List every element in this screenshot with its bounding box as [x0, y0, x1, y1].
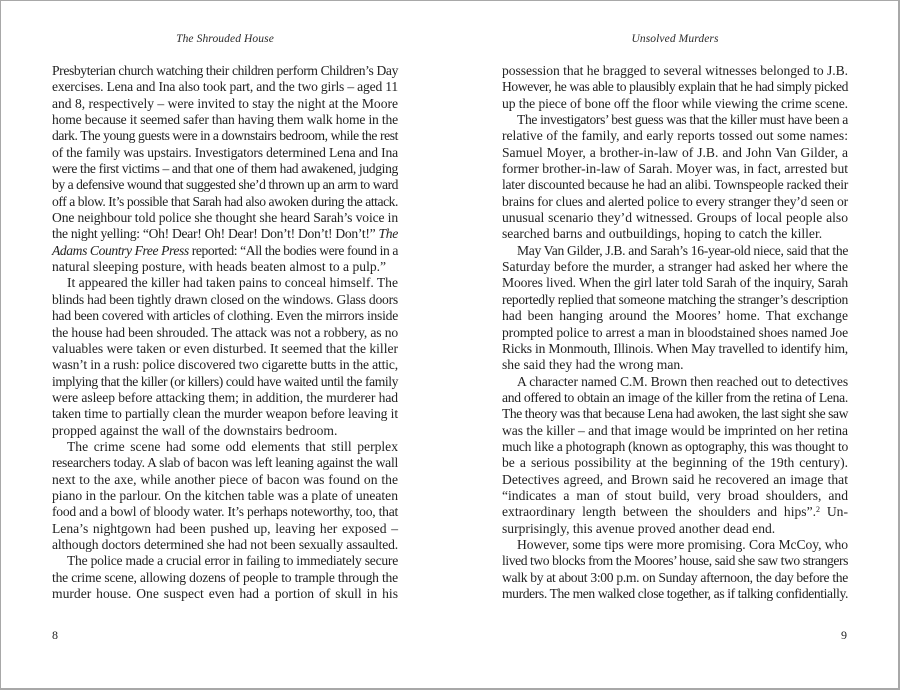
- text-line: [52, 472, 398, 488]
- text-line: [502, 292, 848, 308]
- line-text: piano in the parlour. On the kitchen table was a plate of uneaten: [52, 487, 398, 503]
- text-line: [52, 275, 398, 291]
- line-text: The investigators’ best guess was that the killer must have been a: [517, 112, 848, 128]
- line-text: brains for clues and alerted police to every stranger they’d seen or: [502, 193, 848, 209]
- body-text: [52, 63, 398, 602]
- text-line: [502, 406, 848, 422]
- line-text: May Van Gilder, J.B. and Sarah’s 16-year-old niece, said that the: [517, 242, 849, 258]
- text-line: [52, 194, 398, 210]
- text-line: [52, 96, 398, 112]
- line-text: unusual scenario they’d witnessed. Groups of local people also: [502, 210, 848, 226]
- line-text: propped against the wall of the downstairs bedroom.: [52, 422, 338, 438]
- line-text: The theory was that because Lena had awoken, the last sight she saw: [502, 406, 848, 422]
- footnote-marker[interactable]: 2: [816, 505, 820, 515]
- text-line: [502, 357, 848, 373]
- text-line: [52, 374, 398, 390]
- line-text: later discounted because he had an alibi. Townspeople racked their: [502, 177, 848, 193]
- text-line: [502, 79, 848, 95]
- line-text: Ricks in Monmouth, Illinois. When May travelled to identify him,: [502, 340, 848, 356]
- text-line: [52, 145, 398, 161]
- line-text: and 8, respectively – were invited to stay the night at the Moore: [52, 95, 399, 111]
- line-text: Saturday before the murder, a stranger had asked her where the: [502, 259, 848, 275]
- line-text: Presbyterian church watching their children perform Children’s Day: [52, 63, 398, 78]
- text-line: [502, 586, 848, 602]
- text-line: [52, 406, 398, 422]
- right-page: [450, 0, 900, 690]
- text-line: [502, 243, 848, 259]
- text-line: [502, 308, 848, 324]
- line-text: exercises. Lena and Ina also took part, and the two girls – aged 11: [52, 79, 399, 95]
- line-text: off a blow. It’s possible that Sarah had also awoken during the attack.: [52, 193, 398, 209]
- line-text: dark. The young guests were in a downstairs bedroom, while the rest: [52, 128, 398, 144]
- text-line: [52, 128, 398, 144]
- line-text: A character named C.M. Brown then reached out to detectives: [517, 373, 848, 389]
- text-line: [52, 308, 398, 324]
- line-text: much like a photograph (known as optography, this was thought to: [502, 438, 848, 454]
- line-text: Detectives agreed, and Brown said he recovered an image that: [502, 471, 848, 487]
- line-text: surprisingly, this avenue proved another dead end.: [502, 520, 776, 536]
- text-line: [52, 570, 398, 586]
- text-line: [52, 177, 398, 193]
- line-text: she said they had the wrong man.: [502, 357, 684, 373]
- line-text: Un-: [820, 504, 848, 520]
- line-text: implying that the killer (or killers) could have waited until the family: [52, 373, 399, 389]
- line-text: natural sleeping posture, with heads beaten almost to a pulp.”: [52, 259, 387, 275]
- text-line: [502, 128, 848, 144]
- line-text: reportedly replied that someone matching the stranger’s description: [502, 291, 849, 307]
- text-line: [502, 177, 848, 193]
- line-text: extraordinary length between the shoulders and hips”.: [502, 504, 816, 520]
- line-text: It appeared the killer had taken pains to conceal himself. The: [67, 275, 398, 291]
- line-text: next to the axe, while another piece of bacon was found on the: [52, 471, 398, 487]
- text-line: [502, 570, 848, 586]
- body-text: [502, 63, 848, 602]
- line-text: However, he was able to plausibly explain that he had simply picked: [502, 79, 848, 95]
- line-text: up the piece of bone off the floor while viewing the crime scene.: [502, 95, 848, 111]
- line-text: had been covered with articles of clothing. Even the mirrors inside: [52, 308, 398, 324]
- line-text: prompted police to arrest a man in bloodstained shoes named Joe: [502, 324, 848, 340]
- text-line: [502, 96, 848, 112]
- line-text: Lena’s nightgown had been pushed up, leaving her exposed –: [52, 520, 398, 536]
- text-line: [52, 292, 398, 308]
- text-line: [502, 210, 848, 226]
- line-text: wasn’t in a rush: police discovered two cigarette butts in the attic,: [52, 357, 398, 373]
- text-line: [502, 488, 848, 504]
- text-line: [502, 553, 848, 569]
- text-line: [502, 472, 848, 488]
- page-number: 8: [52, 628, 58, 642]
- line-text: the house had been shrouded. The attack was not a robbery, as no: [52, 324, 399, 340]
- running-head: Unsolved Murders: [631, 33, 719, 45]
- line-text: had been hanging around the Moores’ home. That exchange: [502, 308, 848, 324]
- text-line: [52, 439, 398, 455]
- text-line: [52, 259, 398, 275]
- line-text: blinds had been tightly drawn closed on the windows. Glass doors: [52, 291, 398, 307]
- text-line: [502, 194, 848, 210]
- line-text: The crime scene had some odd elements that still perplex: [67, 438, 398, 454]
- text-line: [502, 259, 848, 275]
- text-line: [502, 439, 848, 455]
- text-line: [502, 161, 848, 177]
- text-line: [52, 423, 398, 439]
- text-line: [52, 341, 398, 357]
- text-line: [52, 243, 398, 259]
- text-line: [52, 161, 398, 177]
- text-line: [52, 521, 398, 537]
- line-text: murder house. One suspect even had a portion of skull in his: [52, 586, 398, 601]
- line-text: However, some tips were more promising. Cora McCoy, who: [517, 536, 849, 552]
- text-line: [502, 275, 848, 291]
- line-text: One neighbour told police she thought she heard Sarah’s voice in: [52, 210, 398, 226]
- line-text: were asleep before attacking them; in addition, the murderer had: [52, 389, 398, 405]
- text-line: [502, 145, 848, 161]
- line-text: although doctors determined she had not been sexually assaulted.: [52, 536, 399, 552]
- text-line: [502, 455, 848, 471]
- line-text: and offered to obtain an image of the killer from the retina of Lena.: [502, 389, 849, 405]
- text-line: [52, 455, 398, 471]
- text-line: [502, 521, 848, 537]
- line-text: Samuel Moyer, a brother-in-law of J.B. and John Van Gilder, a: [502, 144, 848, 160]
- line-text: reported: “All the bodies were found in a: [188, 242, 398, 258]
- line-text: the crime scene, allowing dozens of people to trample through the: [52, 569, 398, 585]
- line-text: were the first victims – and that one of them had awakened, judging: [52, 161, 398, 177]
- line-text: was the killer – and that image would be imprinted on her retina: [502, 422, 848, 438]
- line-text: relative of the family, and early reports tossed out some names:: [502, 128, 848, 144]
- text-line: [502, 341, 848, 357]
- text-line: [502, 504, 848, 520]
- text-line: [52, 210, 398, 226]
- text-line: [52, 537, 398, 553]
- text-line: [52, 79, 398, 95]
- line-text: taken time to partially clean the murder weapon before leaving it: [52, 406, 398, 422]
- line-text: researchers today. A slab of bacon was left leaning against the wall: [52, 455, 399, 471]
- text-line: [502, 63, 848, 79]
- line-text: by a defensive wound that suggested she’d thrown up an arm to ward: [52, 177, 399, 193]
- text-line: [502, 390, 848, 406]
- text-line: [502, 537, 848, 553]
- line-text: walk by at about 3:00 p.m. on Sunday afternoon, the day before the: [502, 569, 848, 585]
- text-line: [52, 357, 398, 373]
- line-text: former brother-in-law of Sarah. Moyer was, in fact, arrested but: [502, 161, 848, 177]
- text-line: [52, 586, 398, 602]
- text-line: [52, 553, 398, 569]
- text-line: [52, 112, 398, 128]
- text-line: [52, 226, 398, 242]
- line-text: “indicates a man of stout build, very broad shoulders, and: [502, 487, 848, 503]
- italic-title: Adams Country Free Press: [52, 242, 189, 258]
- text-line: [52, 488, 398, 504]
- line-text: searched barns and outbuildings, hoping to catch the killer.: [502, 226, 823, 242]
- text-line: [502, 423, 848, 439]
- text-line: [502, 325, 848, 341]
- text-line: [502, 112, 848, 128]
- line-text: The police made a crucial error in failing to immediately secure: [67, 553, 399, 569]
- text-line: [52, 390, 398, 406]
- line-text: the night yelling: “Oh! Dear! Oh! Dear! Don’t! Don’t! Don’t!”: [52, 226, 379, 242]
- line-text: murders. The men walked close together, as if talking confidentially.: [502, 586, 849, 601]
- line-text: possession that he bragged to several witnesses belonged to J.B.: [502, 63, 848, 78]
- line-text: valuables were taken or even disturbed. It seemed that the killer: [52, 340, 398, 356]
- text-line: [52, 504, 398, 520]
- italic-title: The: [378, 226, 399, 242]
- line-text: Moores lived. When the girl later told Sarah of the inquiry, Sarah: [502, 275, 848, 291]
- text-line: [52, 325, 398, 341]
- page-number: 9: [841, 628, 847, 642]
- line-text: home because it seemed safer than having them walk home in the: [52, 112, 398, 128]
- line-text: of the family was upstairs. Investigators determined Lena and Ina: [52, 144, 399, 160]
- text-line: [52, 63, 398, 79]
- text-line: [502, 226, 848, 242]
- line-text: food and a bowl of bloody water. It’s perhaps noteworthy, too, that: [52, 504, 399, 520]
- text-line: [502, 374, 848, 390]
- running-head: The Shrouded House: [176, 33, 274, 45]
- line-text: lived two blocks from the Moores’ house, said she saw two strangers: [502, 553, 848, 569]
- line-text: be a serious possibility at the beginning of the 19th century).: [502, 455, 848, 471]
